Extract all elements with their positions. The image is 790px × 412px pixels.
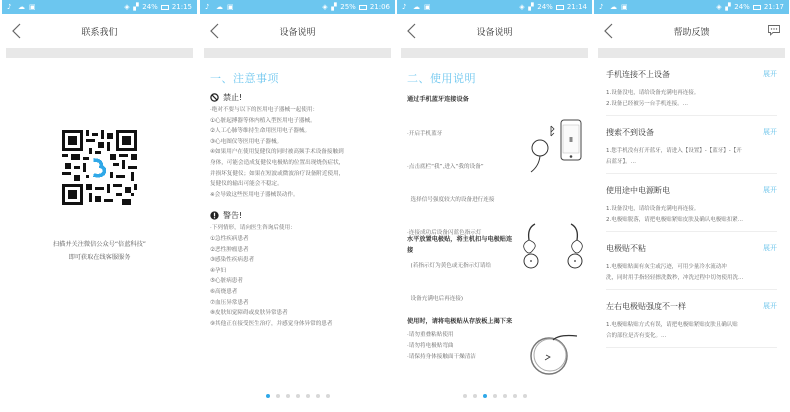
phone-bluetooth-illustration [527,110,587,182]
warning-line: ·下列情形，请向医生咨询后使用： [210,225,296,232]
step-line: ·开启手机蓝牙 [407,131,443,137]
screen-device-notes [200,0,395,412]
tip-line: ·请保持身体接触面干燥清洁 [407,354,476,360]
cloud-icon: ☁ [413,3,420,11]
page-title: 设备说明 [279,27,316,38]
battery-icon [753,5,761,10]
nav-bar [594,14,789,48]
back-icon[interactable] [10,22,24,40]
clock: 21:14 [566,3,587,11]
page-dot[interactable] [523,394,527,398]
step-line: ·点击底栏“我”,进入“我的设备” [407,164,484,170]
warning-line: ②恶性肿瘤患者 [210,246,249,253]
music-icon: ♪ [7,3,12,11]
back-icon[interactable] [208,22,222,40]
faq-answer-line: 洗，同时用手指轻轻擦洗数秒，冲洗过程中切勿使用洗... [606,274,744,281]
faq-item[interactable] [606,174,777,232]
bluetooth-steps [397,103,512,327]
section-title: 一、注意事项 [210,72,279,85]
battery-percent: 24% [142,3,158,11]
section-title: 二、使用说明 [407,72,476,85]
divider [401,48,588,58]
step-line: 设备充满电后再连接) [407,296,464,302]
page-dot[interactable] [266,394,270,398]
page-title: 设备说明 [476,27,513,38]
step-line: 选择信号强度较大的设备进行连接 [407,197,495,203]
caption-line-1: 扫描并关注微信公众号“倍蓝科技” [52,241,147,248]
faq-item[interactable] [606,232,777,290]
status-bar [594,0,789,14]
faq-list [594,58,789,348]
prohibit-icon [210,93,219,102]
page-indicator[interactable] [200,394,395,398]
expand-button[interactable]: 展开 [763,186,777,194]
warning-list [200,221,395,329]
prohibit-line: 并损坏复健仪；如果在短波或微波治疗设备附近使用， [210,170,345,177]
faq-answer-line: 2.电极贴脱落，请把电极贴紧贴皮肤及确认电极贴扣紧... [606,216,743,223]
prohibit-line: ·绝对不要与以下的医用电子器械一起使用： [210,107,319,113]
tip-line: ·请勿重叠粘贴使用 [407,332,454,338]
sim-icon: ▞ [725,3,731,11]
screen-contact-us [2,0,197,412]
message-icon[interactable] [767,24,781,36]
status-bar [2,0,197,14]
calendar-icon: ▣ [621,3,628,11]
warning-line: ⑥高烧患者 [210,288,238,295]
prohibit-line: ③心电图仪等医用电子器械。 [210,138,283,145]
page-title: 联系我们 [81,27,118,38]
prohibit-line: ④如果用户在使用复健仪的同时被高频手术设备接触到 [210,149,344,156]
vibrate-icon: ◈ [322,3,328,11]
page-dot[interactable] [503,394,507,398]
battery-percent: 24% [734,3,750,11]
cloud-icon: ☁ [610,3,617,11]
music-icon: ♪ [599,3,604,11]
page-dot[interactable] [463,394,467,398]
faq-item[interactable] [606,58,777,116]
faq-item[interactable] [606,116,777,174]
calendar-icon: ▣ [227,3,234,11]
prohibit-line: 复健仪的输出可能会不稳定。 [210,181,283,188]
divider [204,48,391,58]
screen-help-feedback [594,0,789,412]
peel-electrode-title: 使用时，请将电极贴从存放板上揭下来 [407,318,513,325]
electrode-pads-illustration [519,218,587,270]
page-dot[interactable] [316,394,320,398]
page-dot[interactable] [326,394,330,398]
screen-usage-guide [397,0,592,412]
faq-question: 左右电极贴强度不一样 [606,301,686,311]
status-bar [397,0,592,14]
nav-bar [397,14,592,48]
sim-icon: ▞ [133,3,139,11]
nav-bar [200,14,395,48]
warning-line: ⑨其他正在接受医生治疗，并感觉身体异常的患者 [210,320,333,327]
faq-answer-line: 2.设备已经被另一台手机连接。... [606,100,688,107]
tip-line: ·请勿将电极贴弯曲 [407,343,454,349]
faq-answer-line: 1.电极贴粘贴方式有误，请把电极贴紧贴皮肤且确认贴 [606,322,738,328]
warning-line: ④孕妇 [210,267,227,274]
page-dot[interactable] [286,394,290,398]
warning-line: ③感染性疾病患者 [210,257,255,264]
clock: 21:15 [171,3,192,11]
vibrate-icon: ◈ [124,3,130,11]
battery-icon [359,5,367,10]
page-indicator[interactable] [397,394,592,398]
peel-tips [397,326,512,363]
battery-icon [556,5,564,10]
sim-icon: ▞ [528,3,534,11]
faq-answer-line: 启蓝牙】。... [606,158,636,165]
page-dot[interactable] [513,394,517,398]
back-icon[interactable] [405,22,419,40]
prohibit-line: ②人工心肺等维持生命用医用电子器械。 [210,128,311,135]
qr-caption [2,238,197,264]
prohibit-line: ①心脏起搏器等体内植入型医用电子器械。 [210,117,316,124]
qr-code [62,130,137,205]
electrode-connect-title: 水平放置电极贴，将主机扣与电极贴连接 [407,236,513,254]
clock: 21:06 [369,3,390,11]
faq-question: 电极贴不粘 [606,243,646,253]
divider [598,48,785,58]
prohibit-label: 禁止! [223,93,243,102]
faq-answer-line: 1.设备没电，请给设备充满电再连接。 [606,90,700,96]
faq-question: 使用途中电源断电 [606,185,670,195]
expand-button[interactable]: 展开 [763,302,777,310]
electrode-coil-illustration [525,330,585,380]
sim-icon: ▞ [331,3,337,11]
warning-icon [210,211,219,220]
prohibit-line: ※会导致这些医用电子器械误动作。 [210,191,299,198]
warning-line: ①急性疾病患者 [210,235,249,242]
page-dot[interactable] [483,394,487,398]
page-dot[interactable] [296,394,300,398]
music-icon: ♪ [402,3,407,11]
battery-percent: 25% [340,3,356,11]
faq-answer-line: 1.电极贴贴面有灰尘或污迹，可用少量冷水流动冲 [606,264,727,270]
step-line: ·连接成功后设备闪蓝色指示灯 [407,230,482,236]
faq-item[interactable] [606,290,777,348]
warning-label: 警告! [223,211,243,221]
battery-icon [161,5,169,10]
page-dot[interactable] [306,394,310,398]
prohibit-line: 身体，可能会造成复健仪电极贴的位置出现烧伤症状， [210,159,345,166]
music-icon: ♪ [205,3,210,11]
faq-question: 手机连接不上设备 [606,69,670,79]
expand-button[interactable]: 展开 [763,70,777,78]
faq-answer-line: 合的部位是否有变化。... [606,332,667,339]
warning-line: ⑤心脏病患者 [210,278,243,285]
faq-answer-line: 1.您手机没有打开蓝牙，请进入【设置】-【蓝牙】-【开 [606,148,742,154]
calendar-icon: ▣ [424,3,431,11]
cloud-icon: ☁ [18,3,25,11]
page-dot[interactable] [276,394,280,398]
vibrate-icon: ◈ [519,3,525,11]
warning-line: ⑦血压异常患者 [210,299,249,306]
cloud-icon: ☁ [216,3,223,11]
vibrate-icon: ◈ [716,3,722,11]
nav-bar [2,14,197,48]
expand-button[interactable]: 展开 [763,244,777,252]
step-line: (若指示灯为黄色或无指示灯请给 [407,263,492,269]
divider [6,48,193,58]
expand-button[interactable]: 展开 [763,128,777,136]
calendar-icon: ▣ [29,3,36,11]
page-dot[interactable] [493,394,497,398]
page-title: 帮助反馈 [673,27,710,38]
prohibit-heading [200,86,395,103]
faq-answer-line: 1.设备没电，请给设备充满电再连接。 [606,206,700,212]
bluetooth-connect-title: 通过手机蓝牙连接设备 [407,96,469,103]
back-icon[interactable] [602,22,616,40]
faq-question: 搜索不到设备 [606,127,654,137]
battery-percent: 24% [537,3,553,11]
warning-line: ⑧皮肤知觉障碍或皮肤异常患者 [210,310,288,317]
prohibit-list [200,103,395,200]
caption-line-2: 即可获取在线客服服务 [68,254,131,261]
status-bar [200,0,395,14]
warning-heading [200,200,395,221]
clock: 21:17 [763,3,784,11]
page-dot[interactable] [473,394,477,398]
